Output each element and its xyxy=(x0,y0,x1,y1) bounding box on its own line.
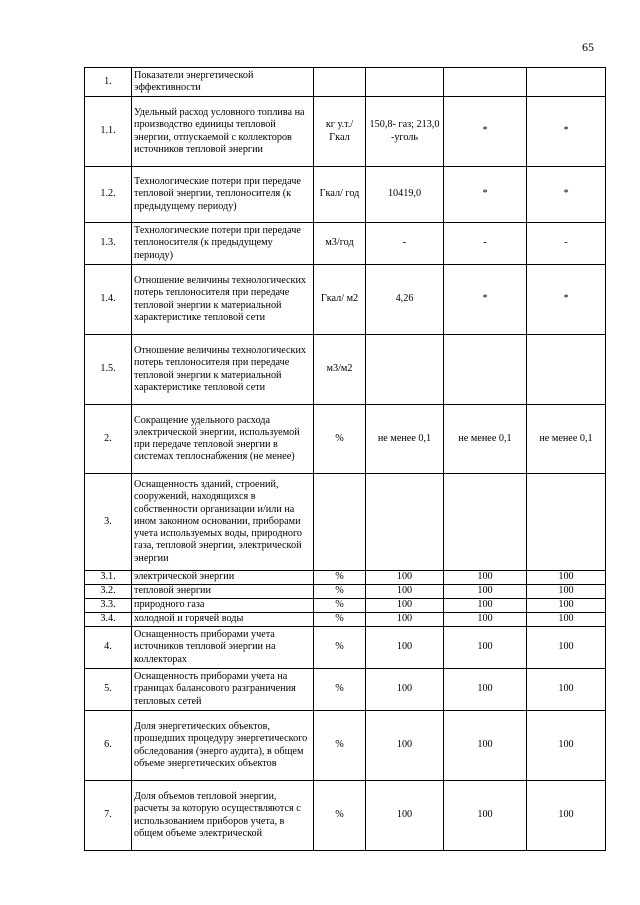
indicator-name: Отношение величины технологических потерь теплоносителя при передаче тепловой энергии к материальной характеристике тепловой сети xyxy=(132,265,314,335)
row-number: 1.2. xyxy=(85,167,132,223)
value-cell: 100 xyxy=(366,711,444,781)
unit-cell: м3/м2 xyxy=(314,335,366,405)
value-cell: 100 xyxy=(366,599,444,613)
value-cell: 100 xyxy=(366,613,444,627)
value-cell: * xyxy=(527,167,606,223)
unit-cell: м3/год xyxy=(314,223,366,265)
table-row xyxy=(85,669,606,711)
indicator-name: Доля энергетических объектов, прошедших процедуру энергетического обследования (энерго аудита), в общем объеме энергетических объектов xyxy=(132,711,314,781)
table-row xyxy=(85,335,606,405)
value-cell: 100 xyxy=(527,613,606,627)
indicator-name: Оснащенность зданий, строений, сооружений, находящихся в собственности организации и/или на ином законном основании, приборами учета используемых воды, природного газа, тепловой энергии, электрической энергии xyxy=(132,474,314,571)
value-cell: 100 xyxy=(444,571,527,585)
indicator-name: Удельный расход условного топлива на производство единицы тепловой энергии, отпускаемой с коллекторов источников тепловой энергии xyxy=(132,97,314,167)
value-cell: * xyxy=(444,167,527,223)
value-cell: 100 xyxy=(444,585,527,599)
value-cell: не менее 0,1 xyxy=(444,405,527,474)
row-number: 1.5. xyxy=(85,335,132,405)
value-cell: - xyxy=(366,223,444,265)
value-cell xyxy=(527,335,606,405)
value-cell: 4,26 xyxy=(366,265,444,335)
value-cell: - xyxy=(527,223,606,265)
indicator-name: Технологические потери при передаче теплоносителя (к предыдущему периоду) xyxy=(132,223,314,265)
unit-cell: % xyxy=(314,405,366,474)
row-number: 3.2. xyxy=(85,585,132,599)
row-number: 2. xyxy=(85,405,132,474)
unit-cell: % xyxy=(314,669,366,711)
row-number: 6. xyxy=(85,711,132,781)
indicators-table xyxy=(84,67,606,851)
value-cell: 100 xyxy=(366,585,444,599)
table-row xyxy=(85,571,606,585)
value-cell: 100 xyxy=(527,599,606,613)
row-number: 3.3. xyxy=(85,599,132,613)
value-cell: * xyxy=(444,265,527,335)
value-cell: 100 xyxy=(527,669,606,711)
value-cell: 150,8- газ; 213,0 -уголь xyxy=(366,97,444,167)
unit-cell: % xyxy=(314,781,366,851)
table-row xyxy=(85,68,606,97)
value-cell: 100 xyxy=(527,571,606,585)
row-number: 3.1. xyxy=(85,571,132,585)
value-cell: 100 xyxy=(527,627,606,669)
value-cell xyxy=(366,335,444,405)
table-row xyxy=(85,599,606,613)
page-number: 65 xyxy=(582,40,594,54)
table-row xyxy=(85,265,606,335)
value-cell: не менее 0,1 xyxy=(527,405,606,474)
value-cell: 100 xyxy=(444,781,527,851)
value-cell: - xyxy=(444,223,527,265)
value-cell xyxy=(366,68,444,97)
table-row xyxy=(85,474,606,571)
row-number: 4. xyxy=(85,627,132,669)
value-cell: 100 xyxy=(527,781,606,851)
row-number: 1.1. xyxy=(85,97,132,167)
value-cell: 100 xyxy=(444,613,527,627)
indicator-name: Доля объемов тепловой энергии, расчеты за которую осуществляются с использованием приборов учета, в общем объеме электрической xyxy=(132,781,314,851)
unit-cell: % xyxy=(314,711,366,781)
value-cell xyxy=(444,335,527,405)
value-cell: 100 xyxy=(366,669,444,711)
unit-cell xyxy=(314,68,366,97)
row-number: 1. xyxy=(85,68,132,97)
value-cell: 100 xyxy=(527,585,606,599)
indicator-name: Оснащенность приборами учета на границах балансового разграничения тепловых сетей xyxy=(132,669,314,711)
value-cell: 100 xyxy=(444,599,527,613)
indicator-name: Оснащенность приборами учета источников тепловой энергии на коллекторах xyxy=(132,627,314,669)
table-row xyxy=(85,585,606,599)
value-cell xyxy=(527,474,606,571)
value-cell xyxy=(366,474,444,571)
table-row xyxy=(85,405,606,474)
unit-cell: % xyxy=(314,613,366,627)
row-number: 1.4. xyxy=(85,265,132,335)
row-number: 7. xyxy=(85,781,132,851)
table-row xyxy=(85,627,606,669)
table-row xyxy=(85,613,606,627)
value-cell: 100 xyxy=(527,711,606,781)
indicator-name: Сокращение удельного расхода электрической энергии, используемой при передаче тепловой энергии в системах теплоснабжения (не менее) xyxy=(132,405,314,474)
value-cell: * xyxy=(444,97,527,167)
row-number: 3.4. xyxy=(85,613,132,627)
table-row xyxy=(85,223,606,265)
unit-cell: % xyxy=(314,627,366,669)
unit-cell: % xyxy=(314,599,366,613)
unit-cell: % xyxy=(314,585,366,599)
unit-cell: Гкал/ год xyxy=(314,167,366,223)
unit-cell xyxy=(314,474,366,571)
indicator-name: тепловой энергии xyxy=(132,585,314,599)
unit-cell: кг у.т./ Гкал xyxy=(314,97,366,167)
value-cell: 100 xyxy=(444,627,527,669)
value-cell: не менее 0,1 xyxy=(366,405,444,474)
table-row xyxy=(85,711,606,781)
row-number: 1.3. xyxy=(85,223,132,265)
indicator-name: Отношение величины технологических потерь теплоносителя при передаче тепловой энергии к материальной характеристике тепловой сети xyxy=(132,335,314,405)
unit-cell: % xyxy=(314,571,366,585)
unit-cell: Гкал/ м2 xyxy=(314,265,366,335)
value-cell: * xyxy=(527,97,606,167)
indicator-name: Показатели энергетической эффективности xyxy=(132,68,314,97)
value-cell: * xyxy=(527,265,606,335)
value-cell: 100 xyxy=(366,781,444,851)
table-row xyxy=(85,167,606,223)
value-cell xyxy=(444,68,527,97)
value-cell: 100 xyxy=(366,627,444,669)
row-number: 3. xyxy=(85,474,132,571)
value-cell: 100 xyxy=(444,669,527,711)
value-cell xyxy=(444,474,527,571)
value-cell: 100 xyxy=(366,571,444,585)
indicator-name: холодной и горячей воды xyxy=(132,613,314,627)
indicator-name: Технологические потери при передаче тепловой энергии, теплоносителя (к предыдущему периоду) xyxy=(132,167,314,223)
indicator-name: электрической энергии xyxy=(132,571,314,585)
value-cell: 100 xyxy=(444,711,527,781)
value-cell: 10419,0 xyxy=(366,167,444,223)
row-number: 5. xyxy=(85,669,132,711)
table-row xyxy=(85,97,606,167)
indicator-name: природного газа xyxy=(132,599,314,613)
table-row xyxy=(85,781,606,851)
value-cell xyxy=(527,68,606,97)
